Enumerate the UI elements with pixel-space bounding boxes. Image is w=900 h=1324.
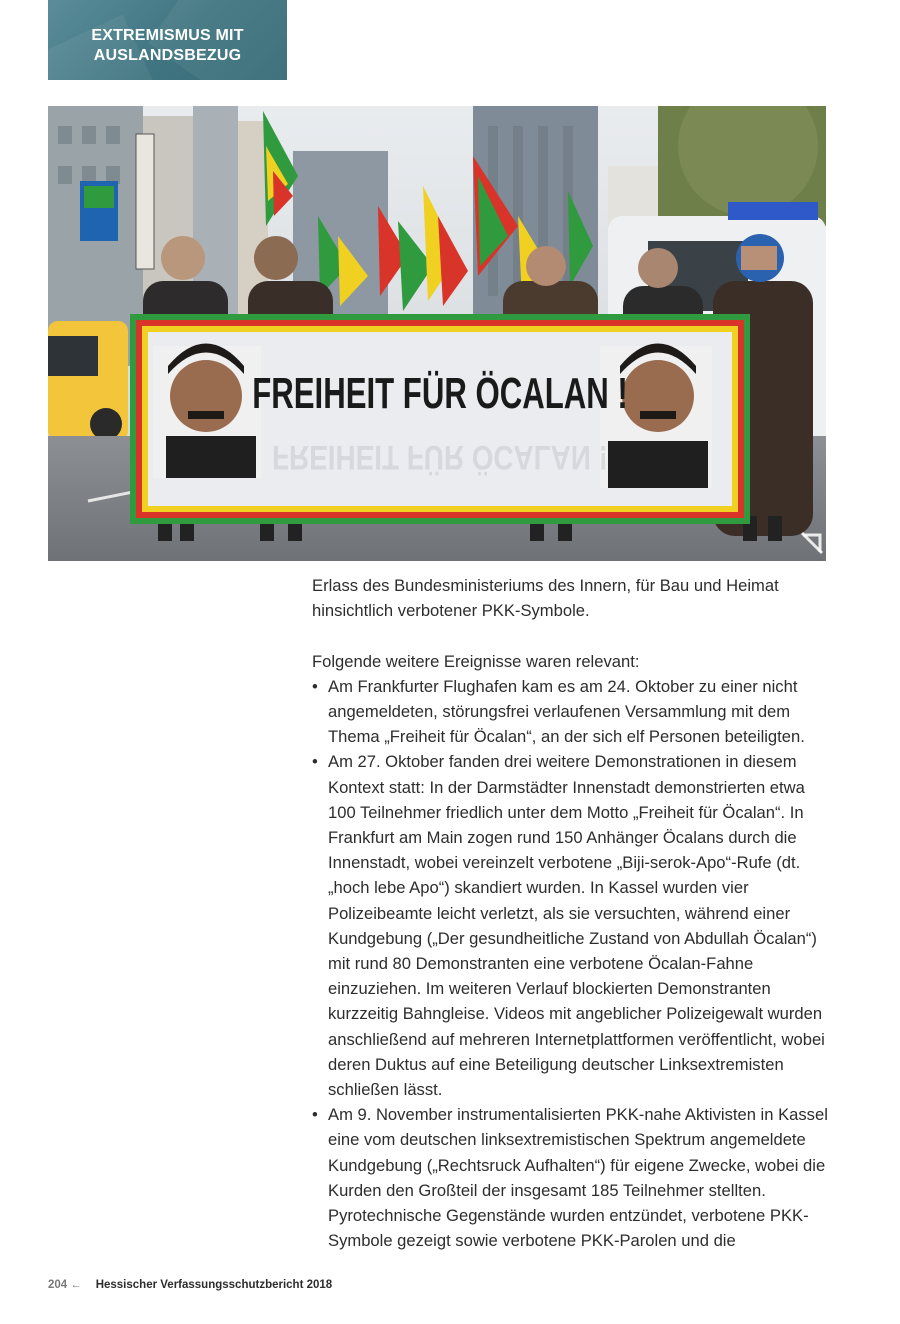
back-arrow-icon[interactable]: ← bbox=[70, 1279, 82, 1291]
list-item: • Am 9. November instrumentalisierten PKK-nahe Aktivisten in Kassel eine vom deutschen linksextremistischen Spektrum angemeldete Kundgebung („Rechtsruck Aufhalten“) für eigene Zwecke, wobei die Kurden den Großteil der insgesamt 185 Teilnehmer stellten. Pyrotechnische Gegenstände wurden entzündet, verbotene PKK-Symbole gezeigt sowie verbotene PKK-Parolen und die bbox=[312, 1105, 828, 1251]
section-tag bbox=[48, 0, 287, 80]
section-title-line2: AUSLANDSBEZUG bbox=[93, 47, 242, 64]
banner-text: FREIHEIT FÜR ÖCALAN ! bbox=[252, 370, 628, 419]
banner-text-reflection: FREIHEIT FÜR ÖCALAN ! bbox=[272, 438, 608, 477]
list-item-text: Am Frankfurter Flughafen kam es am 24. Oktober zu einer nicht angemeldeten, störungsfrei verlaufenen Versammlung mit dem Thema „Freiheit für Öcalan“, an der sich elf Personen beteiligten. bbox=[328, 676, 805, 747]
list-item-text: Am 9. November instrumentalisierten PKK-nahe Aktivisten in Kassel eine vom deutschen linksextremistischen Spektrum angemeldete Kundgebung („Rechtsruck Aufhalten“) für eigene Zwecke, wobei die Kurden den Großteil der insgesamt 185 Teilnehmer stellten. Pyrotechnische Gegenstände wurden entzündet, verbotene PKK-Symbole gezeigt sowie verbotene PKK-Parolen und die bbox=[328, 1105, 828, 1251]
article-body bbox=[312, 573, 832, 1253]
photo-caption: Erlass des Bundesministeriums des Innern, für Bau und Heimat hinsichtlich verbotener PKK-Symbole. bbox=[312, 576, 779, 621]
list-item: • Am 27. Oktober fanden drei weitere Demonstrationen in diesem Kontext statt: In der Darmstädter Innenstadt demonstrierten etwa 100 Teilnehmer friedlich unter dem Motto „Freiheit für Öcalan“. In Frankfurt am Main zogen rund 150 Anhänger Öcalans durch die Innenstadt, wobei vereinzelt verbotene „Biji-serok-Apo“-Rufe (dt. „hoch lebe Apo“) skandiert wurden. In Kassel wurden vier Polizeibeamte leicht verletzt, als sie versuchten, während einer Kundgebung („Der gesundheitliche Zustand von Abdullah Öcalan“) mit rund 80 Demonstranten eine verbotene Öcalan-Fahne einzuziehen. Im weiteren Verlauf blockierten Demonstranten kurzzeitig Bahngleise. Videos mit angeblicher Polizeigewalt wurden anschließend auf mehreren Internetplattformen veröffentlicht, wobei deren Duktus auf eine Beteiligung deutscher Linksextremisten schließen lässt. bbox=[312, 752, 825, 1100]
intro-paragraph: Folgende weitere Ereignisse waren relevant: bbox=[312, 651, 640, 671]
page-number: 204 bbox=[48, 1279, 68, 1291]
photo-scene bbox=[48, 106, 826, 561]
section-title bbox=[48, 26, 287, 66]
page-footer bbox=[48, 1279, 332, 1291]
demonstration-photo bbox=[48, 106, 826, 561]
list-item: • Am Frankfurter Flughafen kam es am 24. Oktober zu einer nicht angemeldeten, störungsfrei verlaufenen Versammlung mit dem Thema „Freiheit für Öcalan“, an der sich elf Personen beteiligten. bbox=[312, 676, 805, 747]
section-title-line1: EXTREMISMUS MIT bbox=[91, 27, 244, 44]
event-list bbox=[312, 674, 832, 1254]
list-item-text: Am 27. Oktober fanden drei weitere Demonstrationen in diesem Kontext statt: In der Darmstädter Innenstadt demonstrierten etwa 100 Teilnehmer friedlich unter dem Motto „Freiheit für Öcalan“. In Frankfurt am Main zogen rund 150 Anhänger Öcalans durch die Innenstadt, wobei vereinzelt verbotene „Biji-serok-Apo“-Rufe (dt. „hoch lebe Apo“) skandiert wurden. In Kassel wurden vier Polizeibeamte leicht verletzt, als sie versuchten, während einer Kundgebung („Der gesundheitliche Zustand von Abdullah Öcalan“) mit rund 80 Demonstranten eine verbotene Öcalan-Fahne einzuziehen. Im weiteren Verlauf blockierten Demonstranten kurzzeitig Bahngleise. Videos mit angeblicher Polizeigewalt wurden anschließend auf mehreren Internetplattformen veröffentlicht, wobei deren Duktus auf eine Beteiligung deutscher Linksextremisten schließen lässt. bbox=[328, 752, 825, 1100]
document-title: Hessischer Verfassungsschutzbericht 2018 bbox=[95, 1279, 333, 1291]
